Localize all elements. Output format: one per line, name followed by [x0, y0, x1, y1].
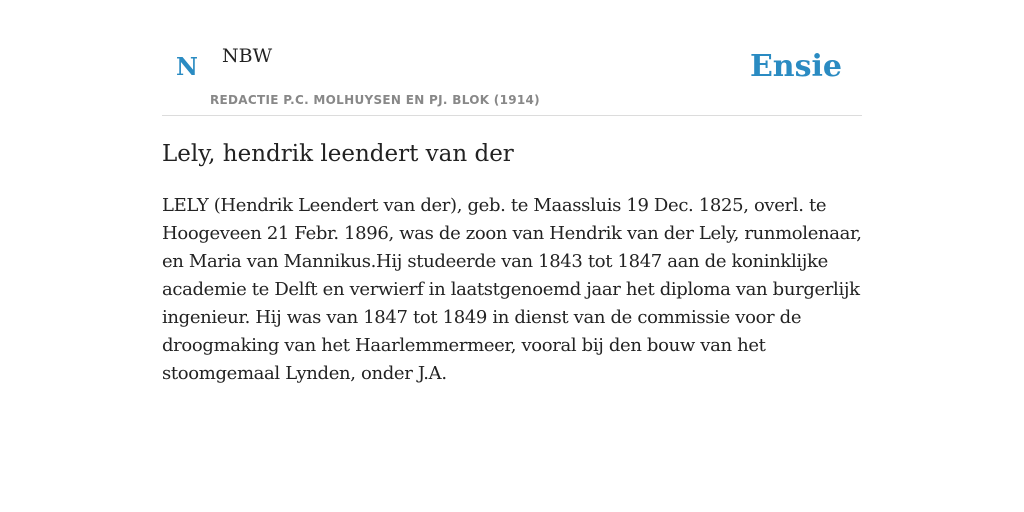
page-container — [162, 0, 862, 384]
source-editors: REDACTIE P.C. MOLHUYSEN EN PJ. BLOK (1914) — [210, 93, 540, 107]
source-header — [162, 0, 862, 116]
source-title[interactable]: NBW — [222, 45, 273, 67]
brand-logo[interactable]: Ensie — [749, 49, 842, 84]
entry-title: Lely, hendrik leendert van der — [162, 141, 514, 167]
source-logo[interactable]: N — [176, 52, 198, 81]
entry-body: LELY (Hendrik Leendert van der), geb. te Maassluis 19 Dec. 1825, overl. te Hoogeveen 21 Febr. 1896, was de zoon van Hendrik van der Lely, runmolenaar, en Maria van Mannikus.Hij studeerde van 1843 tot 1847 aan de koninklijke academie te Delft en verwierf in laatstgenoemd jaar het diploma van burgerlijk ingenieur. Hij was van 1847 tot 1849 in dienst van de commissie voor de droogmaking van het Haarlemmermeer, vooral bij den bouw van het stoomgemaal Lynden, onder J.A. — [162, 195, 862, 384]
